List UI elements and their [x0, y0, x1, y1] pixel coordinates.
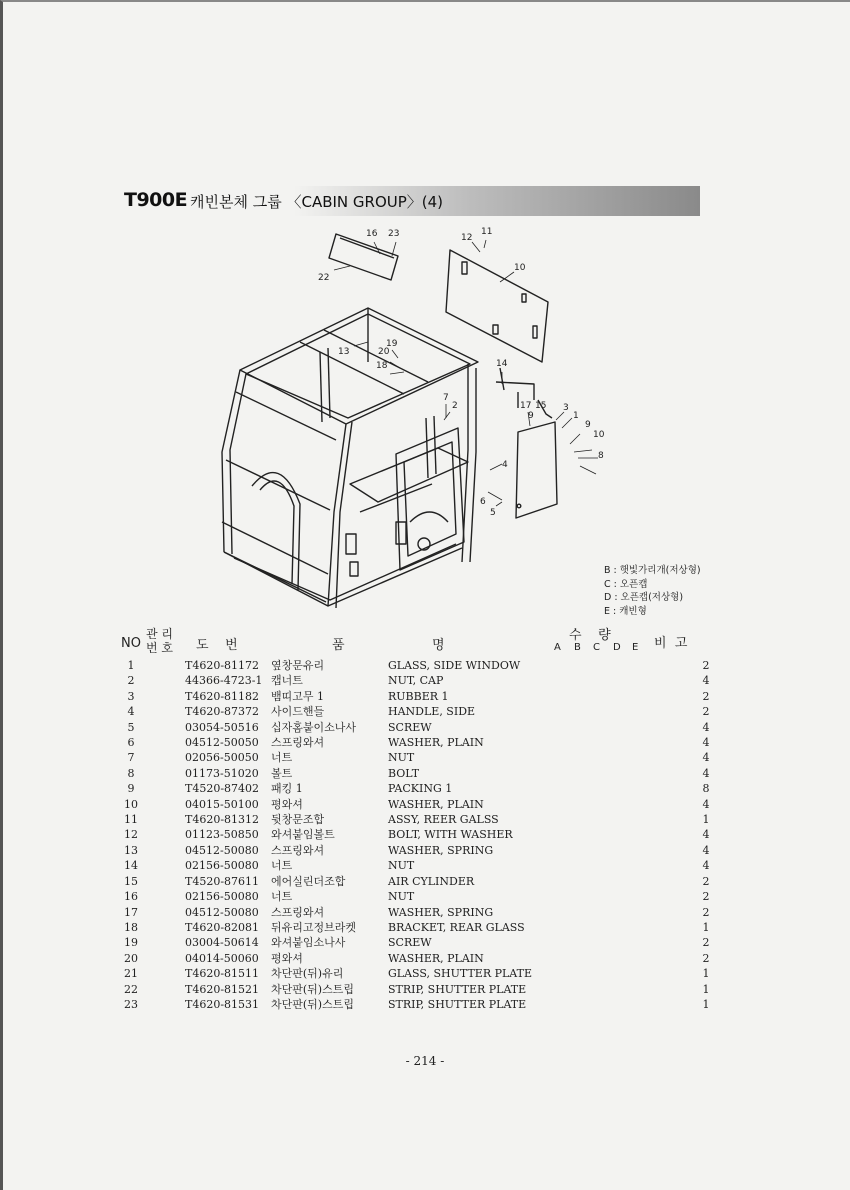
callout-1: 1 — [573, 411, 579, 421]
qty-cell-e: 4 — [702, 828, 710, 842]
part-number: T4620-87372 — [185, 705, 260, 719]
callout-4: 4 — [502, 460, 508, 470]
row-number: 20 — [124, 951, 138, 965]
part-name-korean: 뱀띠고무 1 — [271, 689, 324, 703]
qty-cell — [650, 766, 666, 781]
qty-cell-e: 2 — [702, 905, 710, 919]
qty-cell — [682, 843, 698, 858]
part-name-english: RUBBER 1 — [388, 689, 449, 703]
header-qty-e: E — [632, 642, 639, 653]
qty-cell — [634, 689, 650, 704]
qty-cell — [650, 750, 666, 765]
part-number: T4620-81531 — [185, 997, 260, 1011]
row-number: 19 — [124, 936, 138, 950]
qty-cell — [634, 827, 650, 842]
qty-cell — [666, 982, 682, 997]
qty-cell-e: 2 — [702, 874, 710, 888]
part-name-english: STRIP, SHUTTER PLATE — [388, 997, 527, 1011]
qty-cell-e: 2 — [702, 890, 710, 904]
part-number: 04015-50100 — [185, 797, 259, 811]
header-remarks: 비 고 — [654, 636, 688, 651]
table-row — [112, 797, 714, 812]
row-number: 10 — [124, 797, 138, 811]
part-name-english: STRIP, SHUTTER PLATE — [388, 982, 527, 996]
table-row — [112, 720, 714, 735]
row-number: 16 — [124, 890, 138, 904]
part-name-english: AIR CYLINDER — [388, 874, 475, 888]
part-name-korean: 스프링와셔 — [271, 736, 325, 750]
qty-cell — [650, 781, 666, 796]
part-name-english: NUT — [388, 890, 415, 904]
header-item: 품 — [332, 638, 345, 653]
qty-cell — [682, 781, 698, 796]
part-name-korean: 패킹 1 — [271, 782, 303, 796]
qty-cell — [634, 874, 650, 889]
qty-cell — [666, 735, 682, 750]
cabin-exploded-diagram — [200, 222, 620, 622]
qty-cell-e: 1 — [702, 982, 710, 996]
part-name-english: HANDLE, SIDE — [388, 705, 476, 719]
part-number: T4620-82081 — [185, 920, 260, 934]
qty-cell-e: 4 — [702, 797, 710, 811]
callout-2: 2 — [452, 401, 458, 411]
table-row — [112, 951, 714, 966]
qty-cell — [634, 673, 650, 688]
part-name-english: BOLT — [388, 766, 420, 780]
qty-cell — [634, 889, 650, 904]
header-no: NO — [121, 636, 141, 651]
qty-cell-e: 2 — [702, 936, 710, 950]
row-number: 6 — [127, 736, 135, 750]
row-number: 12 — [124, 828, 138, 842]
part-name-english: BRACKET, REAR GLASS — [388, 920, 525, 934]
table-row — [112, 889, 714, 904]
qty-cell — [666, 720, 682, 735]
callout-5: 5 — [490, 508, 496, 518]
part-name-korean: 너트 — [271, 751, 293, 765]
qty-cell — [650, 843, 666, 858]
qty-cell — [634, 997, 650, 1012]
row-number: 1 — [127, 659, 135, 672]
table-row — [112, 735, 714, 750]
qty-cell — [682, 858, 698, 873]
part-number: 44366-4723-1 — [185, 674, 263, 688]
callout-6: 6 — [480, 497, 486, 507]
part-name-korean: 스프링와셔 — [271, 843, 325, 857]
qty-cell-e: 2 — [702, 705, 710, 719]
part-name-english: PACKING 1 — [388, 782, 453, 796]
row-number: 21 — [124, 967, 138, 981]
qty-cell — [634, 951, 650, 966]
row-number: 17 — [124, 905, 138, 919]
part-name-korean: 볼트 — [271, 766, 293, 780]
qty-cell — [634, 720, 650, 735]
table-row — [112, 827, 714, 842]
part-name-korean: 와셔붙임소나사 — [271, 936, 346, 950]
part-name-korean: 차단판(뒤)스트립 — [271, 997, 354, 1011]
table-row — [112, 766, 714, 781]
part-name-english: WASHER, PLAIN — [388, 797, 484, 811]
row-number: 2 — [127, 674, 135, 688]
header-mgmt-top: 관 리 — [146, 627, 173, 641]
qty-cell — [682, 704, 698, 719]
part-name-korean: 너트 — [271, 859, 293, 873]
parts-table-body — [112, 658, 714, 1012]
qty-cell — [634, 766, 650, 781]
qty-cell — [634, 781, 650, 796]
table-row — [112, 966, 714, 981]
qty-cell — [634, 843, 650, 858]
table-row — [112, 858, 714, 873]
header-qty-a: A — [554, 642, 561, 653]
qty-cell — [634, 750, 650, 765]
qty-cell — [666, 781, 682, 796]
row-number: 23 — [124, 997, 138, 1011]
callout-9b: 9 — [585, 420, 591, 430]
row-number: 8 — [127, 766, 135, 780]
part-number: 01123-50850 — [185, 828, 259, 842]
part-name-korean: 평와셔 — [271, 797, 303, 811]
part-name-english: BOLT, WITH WASHER — [388, 828, 513, 842]
part-number: T4620-81521 — [185, 982, 260, 996]
part-number: 04512-50080 — [185, 905, 259, 919]
table-row — [112, 689, 714, 704]
callout-13: 12 — [461, 233, 473, 243]
qty-cell — [634, 797, 650, 812]
qty-cell — [650, 997, 666, 1012]
qty-cell — [666, 889, 682, 904]
part-number: T4620-81511 — [185, 967, 260, 981]
qty-cell — [666, 905, 682, 920]
qty-cell — [682, 951, 698, 966]
page-number: - 214 - — [405, 1054, 445, 1068]
qty-cell — [650, 935, 666, 950]
qty-cell — [682, 812, 698, 827]
qty-cell — [666, 827, 682, 842]
qty-cell — [634, 658, 650, 673]
row-number: 11 — [124, 813, 138, 827]
callout-15: 14 — [496, 359, 508, 369]
part-name-english: SCREW — [388, 720, 432, 734]
part-number: 03054-50516 — [185, 720, 259, 734]
row-number: 3 — [127, 689, 135, 703]
callout-17: 17 — [520, 401, 532, 411]
qty-cell — [650, 920, 666, 935]
qty-cell-e: 1 — [702, 967, 710, 981]
qty-cell — [682, 920, 698, 935]
row-number: 14 — [124, 859, 138, 873]
qty-cell-e: 1 — [702, 997, 710, 1011]
table-row — [112, 843, 714, 858]
qty-cell — [682, 889, 698, 904]
qty-cell — [650, 689, 666, 704]
qty-cell — [650, 889, 666, 904]
part-number: 04512-50050 — [185, 736, 259, 750]
qty-cell — [666, 935, 682, 950]
table-row — [112, 874, 714, 889]
callout-20: 20 — [378, 347, 390, 357]
qty-cell — [666, 997, 682, 1012]
header-name: 명 — [432, 638, 445, 653]
qty-cell — [666, 966, 682, 981]
side-window-glass-part — [516, 422, 557, 518]
callout-7: 7 — [443, 393, 449, 403]
qty-cell — [634, 966, 650, 981]
cabin-frame — [222, 308, 478, 608]
qty-cell — [682, 797, 698, 812]
part-name-english: SCREW — [388, 936, 432, 950]
qty-cell — [634, 920, 650, 935]
qty-cell — [682, 982, 698, 997]
table-row — [112, 704, 714, 719]
qty-cell — [682, 750, 698, 765]
table-row — [112, 982, 714, 997]
part-name-english: GLASS, SHUTTER PLATE — [388, 967, 533, 981]
qty-cell-e: 2 — [702, 951, 710, 965]
qty-cell — [650, 966, 666, 981]
qty-cell-e: 2 — [702, 689, 710, 703]
qty-cell — [682, 673, 698, 688]
qty-cell-e: 4 — [702, 736, 710, 750]
row-number: 7 — [127, 751, 135, 765]
part-name-english: WASHER, PLAIN — [388, 736, 484, 750]
qty-cell — [666, 797, 682, 812]
callout-16: 15 — [535, 401, 547, 411]
qty-cell — [634, 935, 650, 950]
qty-cell — [634, 905, 650, 920]
part-number: T4620-81172 — [185, 659, 260, 672]
qty-cell-e: 4 — [702, 751, 710, 765]
qty-cell — [650, 951, 666, 966]
header-mgmt-bottom: 번 호 — [146, 641, 173, 655]
qty-cell — [666, 951, 682, 966]
row-number: 13 — [124, 843, 138, 857]
header-qty-b: B — [574, 642, 581, 653]
qty-cell — [650, 858, 666, 873]
qty-cell-e: 1 — [702, 920, 710, 934]
part-name-korean: 뒤유리고정브라켓 — [271, 920, 357, 934]
part-name-korean: 뒷창문조합 — [271, 813, 325, 827]
rear-glass-part — [446, 250, 548, 362]
part-number: 04014-50060 — [185, 951, 259, 965]
legend-item-c: C : 오픈캡 — [604, 578, 648, 590]
page-title: 캐빈본체 그룹 〈CABIN GROUP〉(4) — [190, 193, 444, 211]
row-number: 18 — [124, 920, 138, 934]
qty-cell — [634, 858, 650, 873]
part-name-korean: 스프링와셔 — [271, 905, 325, 919]
part-name-korean: 너트 — [271, 890, 293, 904]
callout-12: 11 — [481, 227, 493, 237]
part-name-korean: 평와셔 — [271, 951, 303, 965]
part-number: 01173-51020 — [185, 766, 259, 780]
callout-18: 18 — [376, 361, 388, 371]
qty-cell — [682, 966, 698, 981]
part-number: 02056-50050 — [185, 751, 259, 765]
qty-cell-e: 1 — [702, 813, 710, 827]
shutter-glass-part — [329, 234, 398, 280]
qty-cell — [650, 673, 666, 688]
qty-cell — [682, 766, 698, 781]
header-qty-c: C — [593, 642, 600, 653]
callout-3: 3 — [563, 403, 569, 413]
qty-cell — [650, 797, 666, 812]
qty-cell — [650, 905, 666, 920]
table-row — [112, 781, 714, 796]
qty-cell — [682, 689, 698, 704]
callout-23: 23 — [388, 229, 400, 239]
qty-cell — [666, 766, 682, 781]
callout-11: 10 — [514, 263, 526, 273]
part-name-korean: 와셔붙임볼트 — [271, 828, 335, 842]
qty-cell — [682, 997, 698, 1012]
qty-cell — [666, 689, 682, 704]
legend-item-e: E : 캐빈형 — [604, 605, 647, 617]
qty-cell — [666, 874, 682, 889]
qty-cell — [666, 704, 682, 719]
part-name-english: WASHER, PLAIN — [388, 951, 484, 965]
callout-9a: 9 — [528, 411, 534, 421]
part-number: 04512-50080 — [185, 843, 259, 857]
qty-cell — [682, 827, 698, 842]
row-number: 5 — [127, 720, 135, 734]
qty-cell-e: 4 — [702, 843, 710, 857]
parts-table — [112, 658, 714, 1012]
part-name-english: NUT — [388, 859, 415, 873]
qty-cell-e: 8 — [702, 782, 710, 796]
qty-cell — [666, 858, 682, 873]
callout-22: 16 — [366, 229, 378, 239]
qty-cell — [682, 874, 698, 889]
header-qty: 수 량 — [569, 628, 611, 643]
part-name-korean: 차단판(뒤)유리 — [271, 967, 344, 981]
part-name-korean: 캡너트 — [271, 674, 303, 688]
part-name-english: NUT — [388, 751, 415, 765]
table-row — [112, 812, 714, 827]
row-number: 15 — [124, 874, 138, 888]
part-number: T4620-81312 — [185, 813, 260, 827]
qty-cell — [634, 812, 650, 827]
callout-8: 8 — [598, 451, 604, 461]
qty-cell — [682, 935, 698, 950]
header-qty-d: D — [613, 642, 621, 653]
qty-cell — [634, 982, 650, 997]
qty-cell — [666, 843, 682, 858]
part-number: T4520-87402 — [185, 782, 260, 796]
callout-10: 10 — [593, 430, 605, 440]
model-code: T900E — [124, 189, 188, 211]
row-number: 4 — [127, 705, 135, 719]
qty-cell-e: 4 — [702, 674, 710, 688]
qty-cell — [634, 704, 650, 719]
table-row — [112, 673, 714, 688]
qty-cell — [682, 658, 698, 673]
qty-cell — [650, 874, 666, 889]
part-name-korean: 에어실린더조합 — [271, 874, 346, 888]
qty-cell — [634, 735, 650, 750]
header-drawing-no: 도 번 — [196, 638, 238, 653]
qty-cell — [666, 920, 682, 935]
qty-cell — [650, 812, 666, 827]
table-row — [112, 750, 714, 765]
qty-cell — [666, 658, 682, 673]
qty-cell-e: 4 — [702, 766, 710, 780]
qty-cell — [650, 720, 666, 735]
qty-cell-e: 4 — [702, 859, 710, 873]
part-name-korean: 차단판(뒤)스트립 — [271, 982, 354, 996]
qty-cell — [650, 982, 666, 997]
part-name-english: GLASS, SIDE WINDOW — [388, 659, 521, 672]
qty-cell — [682, 735, 698, 750]
part-name-korean: 옆창문유리 — [271, 659, 325, 672]
qty-cell — [682, 720, 698, 735]
qty-cell — [650, 658, 666, 673]
table-row — [112, 935, 714, 950]
qty-cell-e: 2 — [702, 659, 710, 672]
table-row — [112, 658, 714, 673]
part-number: T4620-81182 — [185, 689, 260, 703]
callout-14: 13 — [338, 347, 350, 357]
variant-legend — [604, 564, 701, 618]
table-row — [112, 905, 714, 920]
part-number: 03004-50614 — [185, 936, 259, 950]
qty-cell — [666, 812, 682, 827]
part-number: T4520-87611 — [185, 874, 260, 888]
legend-item-b: B : 햇빛가리개(저상형) — [604, 565, 701, 576]
callout-21: 22 — [318, 273, 330, 283]
row-number: 9 — [127, 782, 135, 796]
table-row — [112, 920, 714, 935]
part-name-english: WASHER, SPRING — [388, 905, 494, 919]
table-row — [112, 997, 714, 1012]
legend-item-d: D : 오픈캡(저상형) — [604, 592, 684, 603]
part-number: 02156-50080 — [185, 890, 259, 904]
qty-cell — [650, 827, 666, 842]
part-name-korean: 십자홈붙이소나사 — [271, 720, 357, 734]
qty-cell — [650, 704, 666, 719]
qty-cell — [682, 905, 698, 920]
part-name-english: WASHER, SPRING — [388, 843, 494, 857]
part-name-english: NUT, CAP — [388, 674, 444, 688]
qty-cell — [666, 750, 682, 765]
part-name-english: ASSY, REER GALSS — [388, 813, 499, 827]
qty-cell — [666, 673, 682, 688]
callout-19: 19 — [386, 339, 398, 349]
part-number: 02156-50080 — [185, 859, 259, 873]
row-number: 22 — [124, 982, 138, 996]
qty-cell-e: 4 — [702, 720, 710, 734]
qty-cell — [650, 735, 666, 750]
part-name-korean: 사이드핸들 — [271, 705, 325, 719]
